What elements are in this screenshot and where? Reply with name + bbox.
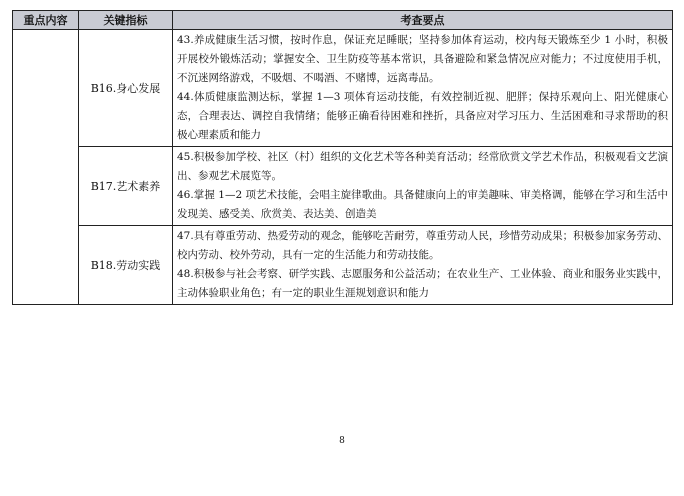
points-cell xyxy=(173,30,673,147)
check-point: 44.体质健康监测达标，掌握 1—3 项体育运动技能，有效控制近视、肥胖；保持乐观向上、阳光健康心态，合理表达、调控自我情绪；能够正确看待困难和挫折，具备应对学习压力、生活困难和寻求帮助的积极心理素质和能力 xyxy=(177,91,668,141)
check-point: 47.具有尊重劳动、热爱劳动的观念，能够吃苦耐劳，尊重劳动人民，珍惜劳动成果；积极参加家务劳动、校内劳动、校外劳动，具有一定的生活能力和劳动技能。 xyxy=(177,230,668,261)
key-content-cell xyxy=(13,30,79,305)
indicator-cell: B16.身心发展 xyxy=(79,30,173,147)
indicator-cell: B18.劳动实践 xyxy=(79,226,173,305)
table-row xyxy=(13,30,673,147)
header-key-content: 重点内容 xyxy=(13,11,79,30)
points-cell xyxy=(173,147,673,226)
table-row xyxy=(13,226,673,305)
check-point: 48.积极参与社会考察、研学实践、志愿服务和公益活动；在农业生产、工业体验、商业和服务业实践中，主动体验职业角色；有一定的职业生涯规划意识和能力 xyxy=(177,268,668,299)
page-number: 8 xyxy=(339,436,345,446)
indicator-cell: B17.艺术素养 xyxy=(79,147,173,226)
points-cell xyxy=(173,226,673,305)
check-point: 43.养成健康生活习惯，按时作息，保证充足睡眠；坚持参加体育运动，校内每天锻炼至少 1 小时，积极开展校外锻炼活动；掌握安全、卫生防疫等基本常识，具备避险和紧急情况应对能力；不过度使用手机，不沉迷网络游戏，不吸烟、不喝酒、不赌博，远离毒品。 xyxy=(177,34,668,84)
check-point: 46.掌握 1—2 项艺术技能，会唱主旋律歌曲。具备健康向上的审美趣味、审美格调，能够在学习和生活中发现美、感受美、欣赏美、表达美、创造美 xyxy=(177,189,668,220)
table-header-row xyxy=(13,11,673,30)
table-row xyxy=(13,147,673,226)
evaluation-table xyxy=(12,10,673,305)
header-check-points: 考查要点 xyxy=(173,11,673,30)
check-point: 45.积极参加学校、社区（村）组织的文化艺术等各种美育活动；经常欣赏文学艺术作品，积极观看文艺演出、参观艺术展览等。 xyxy=(177,151,668,182)
header-key-indicator: 关键指标 xyxy=(79,11,173,30)
